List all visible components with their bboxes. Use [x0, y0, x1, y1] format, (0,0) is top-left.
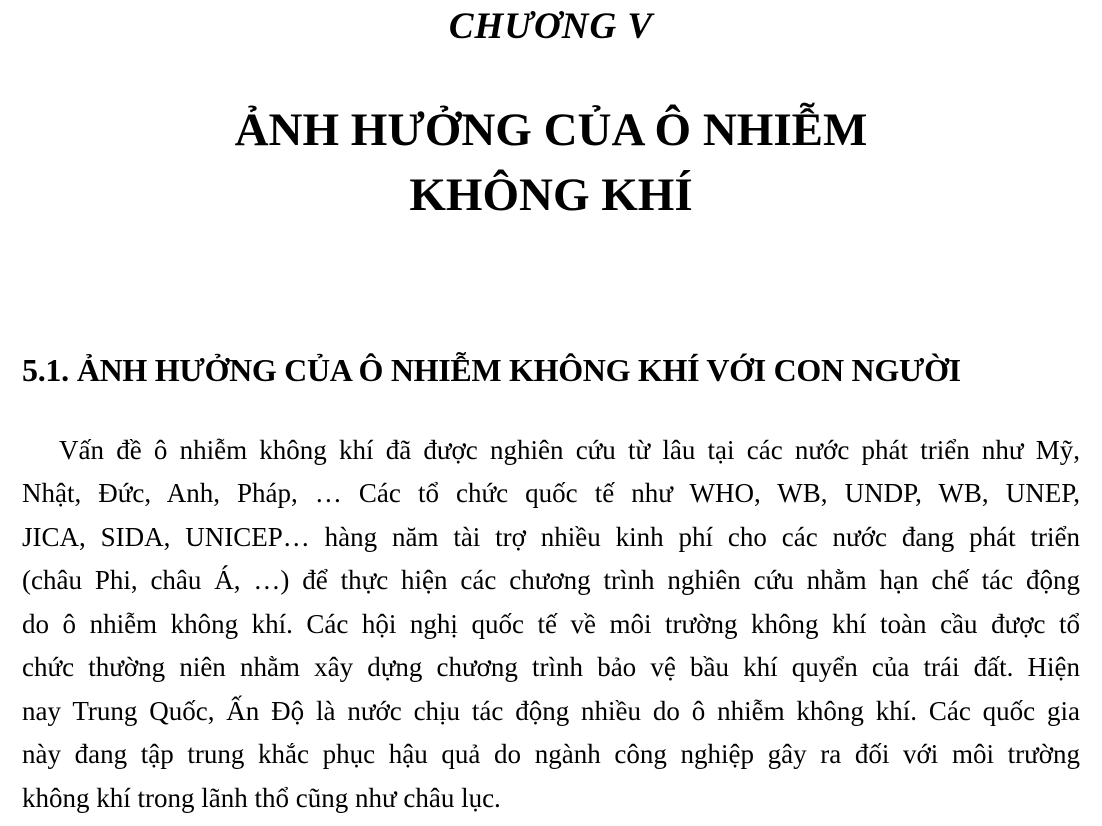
section-heading	[22, 352, 1080, 389]
paragraph-line: (châu Phi, châu Á, …) để thực hiện các chương trình nghiên cứu nhằm hạn chế tác động	[22, 565, 1080, 596]
paragraph-line: do ô nhiễm không khí. Các hội nghị quốc tế về môi trường không khí toàn cầu được tổ	[22, 608, 1080, 639]
paragraph-line: nay Trung Quốc, Ấn Độ là nước chịu tác động nhiều do ô nhiễm không khí. Các quốc gia	[22, 695, 1080, 726]
section-number: 5.1.	[22, 351, 69, 388]
paragraph-line: Nhật, Đức, Anh, Pháp, … Các tổ chức quốc tế như WHO, WB, UNDP, WB, UNEP,	[22, 478, 1080, 509]
paragraph-line: không khí trong lãnh thổ cũng như châu lục.	[22, 782, 501, 813]
chapter-title-line-1: ẢNH HƯỞNG CỦA Ô NHIỄM	[234, 104, 868, 156]
body-paragraph	[22, 429, 1080, 821]
paragraph-line: này đang tập trung khắc phục hậu quả do ngành công nghiệp gây ra đối với môi trường	[22, 739, 1080, 770]
paragraph-line: chức thường niên nhằm xây dựng chương trình bảo vệ bầu khí quyển của trái đất. Hiện	[22, 652, 1080, 683]
chapter-label: CHƯƠNG V	[448, 6, 654, 47]
paragraph-line: Vấn đề ô nhiễm không khí đã được nghiên cứu từ lâu tại các nước phát triển như Mỹ,	[59, 434, 1080, 465]
chapter-title	[22, 98, 1080, 228]
chapter-title-line-2: KHÔNG KHÍ	[409, 168, 693, 221]
paragraph-line: JICA, SIDA, UNICEP… hàng năm tài trợ nhiều kinh phí cho các nước đang phát triển	[22, 521, 1080, 552]
section-title: ẢNH HƯỞNG CỦA Ô NHIỄM KHÔNG KHÍ VỚI CON NGƯỜI	[76, 351, 961, 388]
